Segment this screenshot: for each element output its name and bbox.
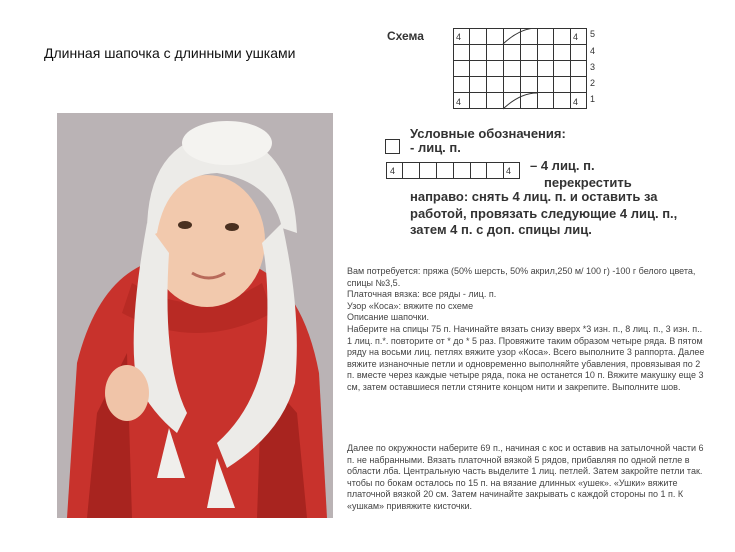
scheme-row-number: 4	[590, 46, 596, 56]
legend-purl: - лиц. п.	[410, 140, 461, 155]
scheme-row-number: 5	[590, 29, 596, 39]
legend-cross-mark: 4	[390, 166, 396, 176]
photo-child-in-hat	[57, 113, 333, 518]
scheme-mark: 4	[573, 97, 579, 107]
scheme-mark: 4	[456, 97, 462, 107]
scheme-row-number: 1	[590, 94, 596, 104]
instructions-block-1	[347, 266, 707, 394]
purl-symbol-icon	[385, 139, 400, 154]
scheme-mark: 4	[573, 32, 579, 42]
instruction-paragraph: Описание шапочки.	[347, 312, 429, 323]
instruction-paragraph: Вам потребуется: пряжа (50% шерсть, 50% акрил,250 м/ 100 г) -100 г белого цвета, спицы №3,5.	[347, 266, 696, 288]
cable-symbol-icon	[386, 162, 521, 185]
instruction-paragraph: Наберите на спицы 75 п. Начинайте вязать снизу вверх *3 изн. п., 8 лиц. п., 3 изн. п.. 1 лиц. п.*. повторите от * до * 5 раз. Провяжите таким образом четыре ряда. В пятом ряду на восьми лиц. петлях вяжите узор «Коса». Всего выполните 3 раппорта. Далее вяжите изнаночные петли и одновременно выполняйте убавления, провязывая по 2 п. вместе через каждые четыре ряда, пока не останется 10 п. Вяжите макушку еще 3 см, затем оставшиеся петли стяните концом нити и закрепите. Выполните шов.	[347, 323, 705, 392]
scheme-label: Схема	[387, 29, 424, 43]
legend-cross-mark: 4	[506, 166, 512, 176]
page-title: Длинная шапочка с длинными ушками	[44, 45, 296, 61]
scheme-row-number: 3	[590, 62, 596, 72]
legend-description: направо: снять 4 лиц. п. и оставить за работой, провязать следующие 4 лиц. п., затем 4 п. с доп. спицы лиц.	[410, 189, 678, 237]
instructions-block-2	[347, 443, 707, 513]
scheme-row-number: 2	[590, 78, 596, 88]
scheme-grid	[453, 28, 588, 115]
legend-title: Условные обозначения:	[410, 126, 566, 141]
instruction-paragraph: Платочная вязка: все ряды - лиц. п.	[347, 289, 497, 300]
instruction-paragraph: Далее по окружности наберите 69 п., начиная с кос и оставив на затылочной части 6 п. не набранными. Вязать платочной вязкой 5 рядов, прибавляя по одной петле в области лба. Центральную часть выделите 1 лиц. петлей. Затем закройте петли так. чтобы по бокам осталось по 15 п. на вязание длинных «ушек». «Ушки» вяжите платочной вязкой 20 см. Затем начинайте закрывать с каждой стороны по 1 п. К «ушкам» привяжите кисточки.	[347, 443, 704, 511]
instruction-paragraph: Узор «Коса»: вяжите по схеме	[347, 300, 474, 311]
scheme-mark: 4	[456, 32, 462, 42]
legend-cross-text: – 4 лиц. п. перекрестить	[530, 158, 632, 190]
